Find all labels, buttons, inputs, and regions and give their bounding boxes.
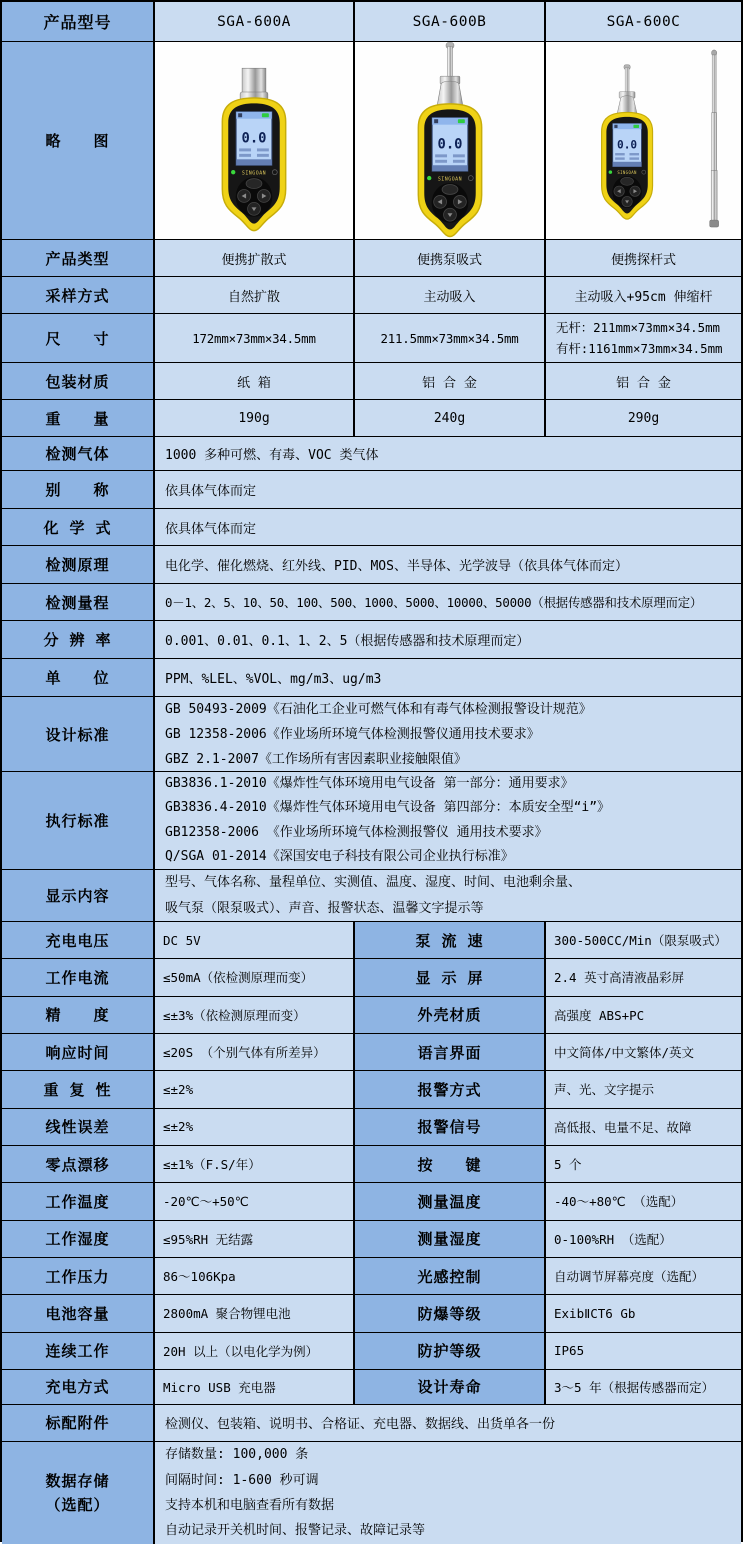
spec-value: ExibⅡCT6 Gb: [546, 1295, 741, 1331]
row-label: 化 学 式: [2, 509, 155, 545]
spec-value: 3～5 年（根据传感器而定）: [546, 1370, 741, 1404]
weight-b: 240g: [355, 400, 546, 436]
resolution-value: 0.001、0.01、0.1、1、2、5（根据传感器和技术原理而定）: [155, 621, 741, 658]
design-standard-line: GB 50493-2009《石油化工企业可燃气体和有毒气体检测报警设计规范》: [165, 701, 592, 717]
spec-label: 线性误差: [2, 1109, 155, 1145]
spec-label: 连续工作: [2, 1333, 155, 1369]
row-charging-method-design-life: [2, 1370, 741, 1405]
spec-value: 高强度 ABS+PC: [546, 997, 741, 1033]
spec-label: 报警方式: [355, 1071, 546, 1107]
spec-value: ≤±2%: [155, 1109, 355, 1145]
spec-value: ≤20S （个别气体有所差异）: [155, 1034, 355, 1070]
gas-detector-pump-image: [355, 42, 544, 239]
spec-label: 报警信号: [355, 1109, 546, 1145]
spec-value: ≤50mA（依检测原理而变）: [155, 959, 355, 995]
storage-line: 自动记录开关机时间、报警记录、故障记录等: [165, 1523, 426, 1539]
design-standards-value: [155, 697, 741, 771]
storage-label-line2: （选配）: [45, 1495, 110, 1514]
display-content-value: [155, 870, 741, 921]
spec-value: 20H 以上（以电化学为例）: [155, 1333, 355, 1369]
spec-label: 工作湿度: [2, 1221, 155, 1257]
spec-value: ≤±2%: [155, 1071, 355, 1107]
spec-label: 设计寿命: [355, 1370, 546, 1404]
spec-value: 300-500CC/Min（限泵吸式）: [546, 922, 741, 958]
spec-label: 防护等级: [355, 1333, 546, 1369]
spec-label: 测量温度: [355, 1183, 546, 1219]
display-content-line: 吸气泵（限泵吸式）、声音、报警状态、温馨文字提示等: [165, 900, 484, 916]
packaging-a: 纸 箱: [155, 363, 355, 399]
row-weight: [2, 400, 741, 437]
spec-label: 显 示 屏: [355, 959, 546, 995]
model-name-b: SGA-600B: [355, 2, 546, 41]
row-label: 重 量: [2, 400, 155, 436]
row-zero-drift-buttons: [2, 1146, 741, 1183]
sampling-c: 主动吸入+95cm 伸缩杆: [546, 277, 741, 313]
type-a: 便携扩散式: [155, 240, 355, 276]
spec-value: 高低报、电量不足、故障: [546, 1109, 741, 1145]
principle-value: 电化学、催化燃烧、红外线、PID、MOS、半导体、光学波导（依具体气体而定）: [155, 546, 741, 583]
spec-label: 精 度: [2, 997, 155, 1033]
brand-text: SINGOAN: [617, 170, 637, 176]
sketch-label: 略 图: [2, 42, 155, 239]
header-row: [2, 2, 741, 42]
storage-line: 存储数量: 100,000 条: [165, 1447, 309, 1463]
brand-text: SINGOAN: [241, 170, 267, 177]
spec-label: 防爆等级: [355, 1295, 546, 1331]
row-repeatability-alarm-mode: [2, 1071, 741, 1108]
packaging-b: 铝 合 金: [355, 363, 546, 399]
row-label: 产品类型: [2, 240, 155, 276]
row-charging-voltage-pump-flow: [2, 922, 741, 959]
row-product-type: [2, 240, 741, 277]
row-label: 显示内容: [2, 870, 155, 921]
spec-value: -40～+80℃ （选配）: [546, 1183, 741, 1219]
row-label: 包装材质: [2, 363, 155, 399]
storage-line: 间隔时间: 1-600 秒可调: [165, 1472, 319, 1488]
row-standard-accessories: [2, 1405, 741, 1442]
spec-value: 86～106Kpa: [155, 1258, 355, 1294]
type-c: 便携探杆式: [546, 240, 741, 276]
dimensions-b: 211.5mm×73mm×34.5mm: [355, 314, 546, 362]
model-name-c: SGA-600C: [546, 2, 741, 41]
sampling-a: 自然扩散: [155, 277, 355, 313]
executive-standards-value: [155, 772, 741, 869]
row-label: 分 辨 率: [2, 621, 155, 658]
dimensions-c-without-rod: 无杆：211mm×73mm×34.5mm: [556, 320, 720, 335]
row-dimensions: [2, 314, 741, 363]
row-sampling-method: [2, 277, 741, 314]
spec-label: 工作电流: [2, 959, 155, 995]
device-photo-b: [355, 42, 546, 239]
row-label: 标配附件: [2, 1405, 155, 1441]
spec-label: 测量湿度: [355, 1221, 546, 1257]
spec-label: 工作温度: [2, 1183, 155, 1219]
storage-label-line1: 数据存储: [45, 1471, 110, 1490]
row-executive-standards: [2, 772, 741, 870]
row-detected-gas: [2, 437, 741, 471]
screen-reading: 0.0: [437, 136, 463, 153]
row-detection-principle: [2, 546, 741, 584]
model-name-a: SGA-600A: [155, 2, 355, 41]
spec-label: 电池容量: [2, 1295, 155, 1331]
sampling-b: 主动吸入: [355, 277, 546, 313]
row-working-humidity-measuring-humidity: [2, 1221, 741, 1258]
brand-text: SINGOAN: [437, 176, 463, 183]
spec-value: Micro USB 充电器: [155, 1370, 355, 1404]
row-label: 检测气体: [2, 437, 155, 470]
storage-value: [155, 1442, 741, 1544]
dimensions-a: 172mm×73mm×34.5mm: [155, 314, 355, 362]
row-alias: [2, 471, 741, 509]
row-accuracy-shell-material: [2, 997, 741, 1034]
storage-line: 支持本机和电脑查看所有数据: [165, 1497, 335, 1513]
row-detection-range: [2, 584, 741, 621]
row-design-standards: [2, 697, 741, 772]
spec-label: 响应时间: [2, 1034, 155, 1070]
row-working-temp-measuring-temp: [2, 1183, 741, 1220]
alias-value: 依具体气体而定: [155, 471, 741, 508]
design-standard-line: GB 12358-2006《作业场所环境气体检测报警仪通用技术要求》: [165, 726, 540, 742]
row-label: 别 称: [2, 471, 155, 508]
spec-value: ≤95%RH 无结露: [155, 1221, 355, 1257]
row-continuous-work-protection-rating: [2, 1333, 741, 1370]
screen-reading: 0.0: [241, 130, 267, 147]
spec-label: 泵 流 速: [355, 922, 546, 958]
row-chemical-formula: [2, 509, 741, 546]
row-data-storage: [2, 1442, 741, 1544]
spec-value: ≤±3%（依检测原理而变）: [155, 997, 355, 1033]
spec-label: 外壳材质: [355, 997, 546, 1033]
accessories-value: 检测仪、包装箱、说明书、合格证、充电器、数据线、出货单各一份: [155, 1405, 741, 1441]
row-label: [2, 1442, 155, 1544]
unit-value: PPM、%LEL、%VOL、mg/m3、ug/m3: [155, 659, 741, 696]
row-packaging: [2, 363, 741, 400]
dimensions-c-with-rod: 有杆:1161mm×73mm×34.5mm: [556, 341, 723, 356]
row-resolution: [2, 621, 741, 659]
spec-value: 2.4 英寸高清液晶彩屏: [546, 959, 741, 995]
gas-detector-diffusion-image: [155, 42, 353, 239]
spec-value: ≤±1%（F.S/年）: [155, 1146, 355, 1182]
spec-label: 重 复 性: [2, 1071, 155, 1107]
detected-gas-value: 1000 多种可燃、有毒、VOC 类气体: [155, 437, 741, 470]
row-working-current-display: [2, 959, 741, 996]
spec-label: 充电方式: [2, 1370, 155, 1404]
device-photo-c: [546, 42, 741, 239]
device-photo-a: [155, 42, 355, 239]
spec-value: 中文简体/中文繁体/英文: [546, 1034, 741, 1070]
spec-value: -20℃～+50℃: [155, 1183, 355, 1219]
row-label: 设计标准: [2, 697, 155, 771]
design-standard-line: GBZ 2.1-2007《工作场所有害因素职业接触限值》: [165, 751, 467, 767]
range-value: 0－1、2、5、10、50、100、500、1000、5000、10000、50000（根据传感器和技术原理而定）: [155, 584, 741, 620]
weight-c: 290g: [546, 400, 741, 436]
row-label: 单 位: [2, 659, 155, 696]
spec-value: 2800mA 聚合物锂电池: [155, 1295, 355, 1331]
telescopic-rod-image: [710, 50, 719, 227]
formula-value: 依具体气体而定: [155, 509, 741, 545]
dimensions-c: [546, 314, 741, 362]
sketch-row: [2, 42, 741, 240]
spec-value: 5 个: [546, 1146, 741, 1182]
packaging-c: 铝 合 金: [546, 363, 741, 399]
spec-value: 0-100%RH （选配）: [546, 1221, 741, 1257]
row-display-content: [2, 870, 741, 922]
type-b: 便携泵吸式: [355, 240, 546, 276]
executive-standard-line: GB12358-2006 《作业场所环境气体检测报警仪 通用技术要求》: [165, 824, 548, 840]
executive-standard-line: Q/SGA 01-2014《深国安电子科技有限公司企业执行标准》: [165, 848, 514, 864]
row-label: 执行标准: [2, 772, 155, 869]
row-linearity-alarm-signal: [2, 1109, 741, 1146]
spec-value: DC 5V: [155, 922, 355, 958]
executive-standard-line: GB3836.4-2010《爆炸性气体环境用电气设备 第四部分：本质安全型“i”》: [165, 800, 611, 816]
spec-value: 声、光、文字提示: [546, 1071, 741, 1107]
spec-label: 按 键: [355, 1146, 546, 1182]
spec-label: 零点漂移: [2, 1146, 155, 1182]
row-battery-explosion-proof: [2, 1295, 741, 1332]
row-label: 尺 寸: [2, 314, 155, 362]
screen-reading: 0.0: [617, 138, 638, 152]
header-product-model-label: 产品型号: [2, 2, 155, 41]
spec-value: 自动调节屏幕亮度（选配）: [546, 1258, 741, 1294]
row-label: 检测量程: [2, 584, 155, 620]
weight-a: 190g: [155, 400, 355, 436]
row-label: 检测原理: [2, 546, 155, 583]
display-content-line: 型号、气体名称、量程单位、实测值、温度、湿度、时间、电池剩余量、: [165, 874, 582, 890]
spec-label: 语言界面: [355, 1034, 546, 1070]
spec-value: IP65: [546, 1333, 741, 1369]
row-response-time-language: [2, 1034, 741, 1071]
spec-label: 充电电压: [2, 922, 155, 958]
executive-standard-line: GB3836.1-2010《爆炸性气体环境用电气设备 第一部分：通用要求》: [165, 775, 574, 791]
spec-label: 光感控制: [355, 1258, 546, 1294]
gas-detector-probe-image: [546, 42, 741, 239]
row-label: 采样方式: [2, 277, 155, 313]
row-working-pressure-light-control: [2, 1258, 741, 1295]
row-unit: [2, 659, 741, 697]
spec-label: 工作压力: [2, 1258, 155, 1294]
